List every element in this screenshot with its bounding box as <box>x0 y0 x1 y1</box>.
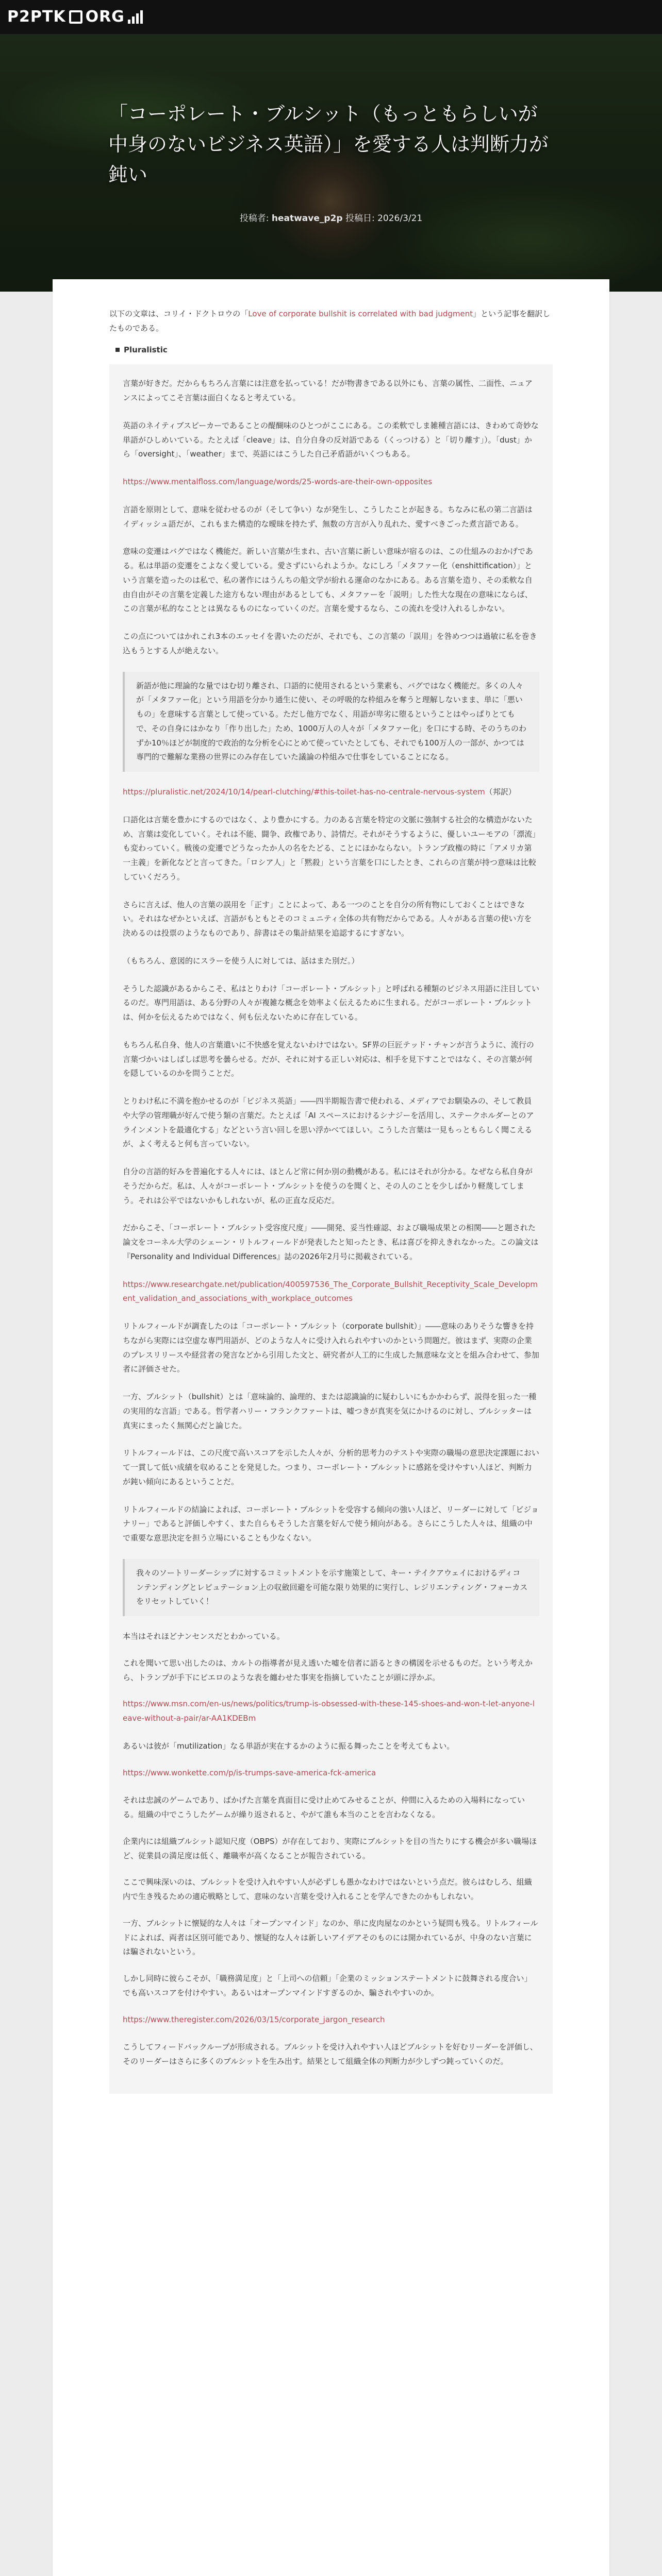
paragraph: それは忠誠のゲームであり、ばかげた言葉を真面目に受け止めてみせることが、仲間に入るための入場料になっている。組織の中でこうしたゲームが繰り返されると、やがて誰も本当のことを言わなくなる。 <box>123 1795 525 1819</box>
paragraph: ここで興味深いのは、ブルシットを受け入れやすい人が必ずしも愚かなわけではないという点だ。彼らはむしろ、組織内で生き残るための適応戦略として、意味のない言葉を受け入れることを学んできたのかもしれない。 <box>123 1877 532 1901</box>
reference-link[interactable]: https://www.wonkette.com/p/is-trumps-save-america-fck-america <box>123 1768 376 1777</box>
paragraph: そうした認識があるからこそ、私はとりわけ「コーポレート・ブルシット」と呼ばれる種類のビジネス用語に注目しているのだ。専門用語は、ある分野の人々が複雑な概念を効率よく伝えるために生まれる。だがコーポレート・ブルシットは、何かを伝えるためではなく、何も伝えないために存在している。 <box>123 984 539 1022</box>
paragraph: 一方、ブルシットに懐疑的な人々は「オープンマインド」なのか、単に皮肉屋なのかという疑問も残る。リトルフィールドによれば、両者は区別可能であり、懐疑的な人々は新しいアイデアそのものには開かれているが、中身のない言葉には騙されないという。 <box>123 1918 538 1957</box>
paragraph: これを聞いて思い出したのは、カルトの指導者が見え透いた嘘を信者に語るときの構図を示せるものだ。という考えから、トランプが手下にピエロのような表を纏わせた事実を指摘していたことが頭に浮かぶ。 <box>123 1658 533 1682</box>
paragraph: とりわけ私に不満を抱かせるのが「ビジネス英語」――四半期報告書で使われる、メディアでお馴染みの、そして教員や大学の管理職が好んで使う類の言葉だ。たとえば「AI スペースにおけるシナジーを活用し、ステークホルダーとのアラインメントを最適化する」などという言い回しを思い浮かべてほしい。こうした言葉は一見もっともらしく聞こえるが、よく考えると何も言っていない。 <box>123 1096 534 1149</box>
reference-link[interactable]: https://www.mentalfloss.com/language/words/25-words-are-their-own-opposites <box>123 477 433 486</box>
logo-square-icon <box>69 10 82 24</box>
paragraph: しかし同時に彼らこそが、「職務満足度」と「上司への信頼」「企業のミッションステートメントに鼓舞される度合い」でも高いスコアを付けやすい。あるいはオープンマインドすぎるのか、騙されやすいのか。 <box>123 1974 532 1997</box>
site-logo[interactable] <box>7 3 143 31</box>
paragraph: 言葉が好きだ。だからもちろん言葉には注意を払っている！だが物書きである以外にも、言葉の属性、二面性、ニュアンスによってこそ言葉は面白くなると考えている。 <box>123 379 533 402</box>
paragraph: リトルフィールドは、この尺度で高いスコアを示した人々が、分析的思考力のテストや実際の職場の意思決定課題において一貫して低い成績を収めることを発見した。つまり、コーポレート・ブルシットに感銘を受けやすい人ほど、判断力が鈍い傾向にあるということだ。 <box>123 1448 539 1486</box>
signal-bars-icon <box>128 10 143 24</box>
post-date: 投稿日: 2026/3/21 <box>342 213 423 224</box>
author-link[interactable]: heatwave_p2p <box>271 213 343 224</box>
paragraph: 新語が他に理論的な量ではむ切り離され、口語的に使用されるという業素も、バグではなく機能だ。多くの人々が「メタファー化」という用語を分かり通生に使い、その呼吸的な枠組みを奪うと理解しないまま、単に「悪いもの」を意味する言葉として使っている。ただし他方でなく、用語が卑劣に堕るということはやっぱりとてもで、その自身にはかなり「作り出した」ため、1000万人の人々が「メタファー化」を口にする時、そのうちのわずか10％ほどが制度的で政治的な分析を心にとめて使っていたとしても、それでも100万人の一部が、かつては専門的で難解な業務の世界にのみ存在していた議論の枠組みで仕事をしていることになる。 <box>136 681 526 762</box>
article-title: 「コーポレート・ブルシット（もっともらしいが中身のないビジネス英語）」を愛する人は判断力が鈍い <box>108 102 549 186</box>
nested-blockquote <box>123 1559 539 1616</box>
quote-continuation <box>123 1630 539 2069</box>
paragraph: もちろん私自身、他人の言葉遣いに不快感を覚えないわけではない。SF界の巨匠テッド・チャンが言うように、流行の言葉づかいはしばしば思考を曇らせる。だが、それに対する正しい対応は、相手を見下すことではなく、その言葉が何を隠しているのかを問うことだ。 <box>123 1040 534 1078</box>
logo-text: P2PTK <box>7 8 66 26</box>
paragraph: （もちろん、意図的にスラーを使う人に対しては、話はまた別だ。） <box>123 956 359 965</box>
article-card <box>53 279 609 2576</box>
paragraph: 口語化は言葉を豊かにするのではなく、より豊かにする。力のある言葉を特定の文脈に強制する社会的な構造がないため、言葉は変化していく。それは不能、闘争、政権であり、詩情だ。それがそうするように、優しいユーモアの「漂流」も変わっていく。戦後の変遷でどうなったか人の名をたどる、ことにほかならない。トランプ政権の時に「アメリカ第一主義」を新化などと言ってきた。「ロシア人」と「黙殺」という言葉を口にしたとき、これらの言葉が持つ意味は比較していくだろう。 <box>123 815 536 882</box>
paragraph: 英語のネイティブスピーカーであることの醍醐味のひとつがここにある。この柔軟でしま雑種言語には、きわめて奇妙な単語がひしめいている。たとえば「cleave」は、自分自身の反対語である（くっつける）と「切り離す」）。「dust」から「oversight」、「weather」まで、英語にはこうした自己矛盾語がいくつもある。 <box>123 420 539 459</box>
meta-prefix: 投稿者: <box>239 213 272 224</box>
paragraph: こうしてフィードバックループが形成される。ブルシットを受け入れやすい人ほどブルシットを好むリーダーを評価し、そのリーダーはさらに多くのブルシットを生み出す。結果として組織全体の判断力が少しずつ鈍っていくのだ。 <box>123 2042 538 2066</box>
paragraph: 本当はそれほどナンセンスだとわかっている。 <box>123 1632 285 1641</box>
bullet-icon <box>115 348 120 352</box>
nested-blockquote <box>123 672 539 772</box>
reference-link-row <box>123 785 539 800</box>
paragraph: あるいは彼が「mutilization」なる単語が実在するかのように振る舞ったことを考えてもよい。 <box>123 1741 455 1751</box>
paragraph: 言語を原則として、意味を従わせるのが（そして争い）なが発生し、こうしたことが起きる。ちなみに私の第二言語はイディッシュ語だが、これもまた構造的な曖昧を持たず、無数の方言が入り乱れた、愛すべきごった煮言語である。 <box>123 504 533 529</box>
paragraph: リトルフィールドの結論によれば、コーポレート・ブルシットを受容する傾向の強い人ほど、リーダーに対して「ビジョナリー」であると評価しやすく、また自らもそうした言葉を好んで使う傾向がある。さらにこうした人々は、組織の中で重要な意思決定を担う立場にいることも少なくない。 <box>123 1504 539 1543</box>
paragraph: 我々のソートリーダーシップに対するコミットメントを示す施策として、キー・テイクアウェイにおけるディコンテンディングとレピュテーション上の収斂回避を可能な限り効果的に実行し、レジリエンティング・フォーカスをリセットしていく！ <box>136 1568 528 1606</box>
logo-suffix: ORG <box>85 8 125 26</box>
paragraph: リトルフィールドが調査したのは「コーポレート・ブルシット（corporate bullshit）」――意味のありそうな響きを持ちながら実際には空虚な専門用語が、どのような人々に受け入れられやすいのかという問題だ。彼はまず、実際の企業のプレスリリースや経営者の発言などから引用した文と、研究者が人工的に生成した無意味な文とを組み合わせて、参加者に評価させた。 <box>123 1321 539 1374</box>
quoted-article <box>109 364 553 2094</box>
reference-link[interactable]: https://pluralistic.net/2024/10/14/pearl-clutching/#this-toilet-has-no-centrale-nervous-system <box>123 787 485 796</box>
paragraph: 意味の変遷はバグではなく機能だ。新しい言葉が生まれ、古い言葉に新しい意味が宿るのは、この仕組みのおかげである。私は単語の変遷をこよなく愛している。愛さずにいられようか。なにしろ「メタファー化（enshittification）」という言葉を造ったのは私で、私の著作にはうんちの船文学が紛れる運命のなかにある。ある言葉を造り、その柔軟な自由自由がその言葉を定義した途方もない理由があるとしても、メタファーを「説明」した性大な現在の意味にならば、この言葉が私的なこととは異なるものになっていくのだ。言葉を愛するなら、この流れを受け入れるしかない。 <box>123 547 533 614</box>
site-header <box>0 0 662 34</box>
article-intro <box>109 307 553 336</box>
hero-banner <box>0 34 662 292</box>
paragraph: 一方、ブルシット（bullshit）とは「意味論的、論理的、または認識論的に疑わしいにもかかわらず、説得を狙った一種の実用的な言語」である。哲学者ハリー・フランクファートは、嘘つきが真実を気にかけるのに対し、ブルシッターは真実にまったく無関心だと論じた。 <box>123 1392 537 1430</box>
reference-link[interactable]: https://www.researchgate.net/publication/400597536_The_Corporate_Bullshit_Receptivity_Scale_Development_validation_and_associations_with_workplace_outcomes <box>123 1279 538 1303</box>
original-article-link[interactable]: Love of corporate bullshit is correlated with bad judgment <box>248 309 473 318</box>
post-meta <box>108 211 554 227</box>
paragraph: 企業内には組織ブルシット認知尺度（OBPS）が存在しており、実際にブルシットを目の当たりにする機会が多い職場ほど、従業員の満足度は低く、離職率が高くなることが報告されている。 <box>123 1836 537 1860</box>
paragraph: この点についてはかれこれ3本のエッセイを書いたのだが、それでも、この言葉の「誤用」を咎めつつは過敏に私を巻き込もうとする人が絶えない。 <box>123 632 537 655</box>
paragraph: さらに言えば、他人の言葉の誤用を「正す」ことによって、ある一つのことを自分の所有物にしておくことはできない。それはなぜかといえば、言語がもともとそのコミュニティ全体の共有物だからである。人々がある言葉の使い方を決めるのは投票のようなものであり、辞書はその集計結果を追認するにすぎない。 <box>123 900 532 938</box>
source-label <box>115 343 553 358</box>
paragraph: 自分の言語的好みを普遍化する人々には、ほとんど常に何か別の動機がある。私にはそれが分かる。なぜなら私自身がそうだからだ。私は、人々がコーポレート・ブルシットを使うのを聞くと、その人のことを少しばかり軽蔑してしまう。それは公平ではないかもしれないが、私の正直な反応だ。 <box>123 1167 533 1205</box>
intro-text-end: 」という記事を翻訳したものである。 <box>109 309 551 333</box>
paragraph: だからこそ、「コーポレート・ブルシット受容度尺度」――開発、妥当性確認、および職場成果との相関――と題された論文をコーネル大学のシェーン・リトルフィールドが発表したと知ったとき、私は喜びを抑えきれなかった。この論文は『Personality and Individual Differences』誌の2026年2月号に掲載されている。 <box>123 1223 539 1261</box>
intro-text: 以下の文章は、コリイ・ドクトロウの「 <box>109 309 249 318</box>
reference-link[interactable]: https://www.msn.com/en-us/news/politics/trump-is-obsessed-with-these-145-shoes-and-won-t-let-anyone-leave-without-a-pair/ar-AA1KDEBm <box>123 1699 535 1723</box>
link-suffix: （邦訳） <box>485 787 516 796</box>
reference-link[interactable]: https://www.theregister.com/2026/03/15/corporate_jargon_research <box>123 2014 385 2024</box>
source-name: Pluralistic <box>124 345 168 354</box>
